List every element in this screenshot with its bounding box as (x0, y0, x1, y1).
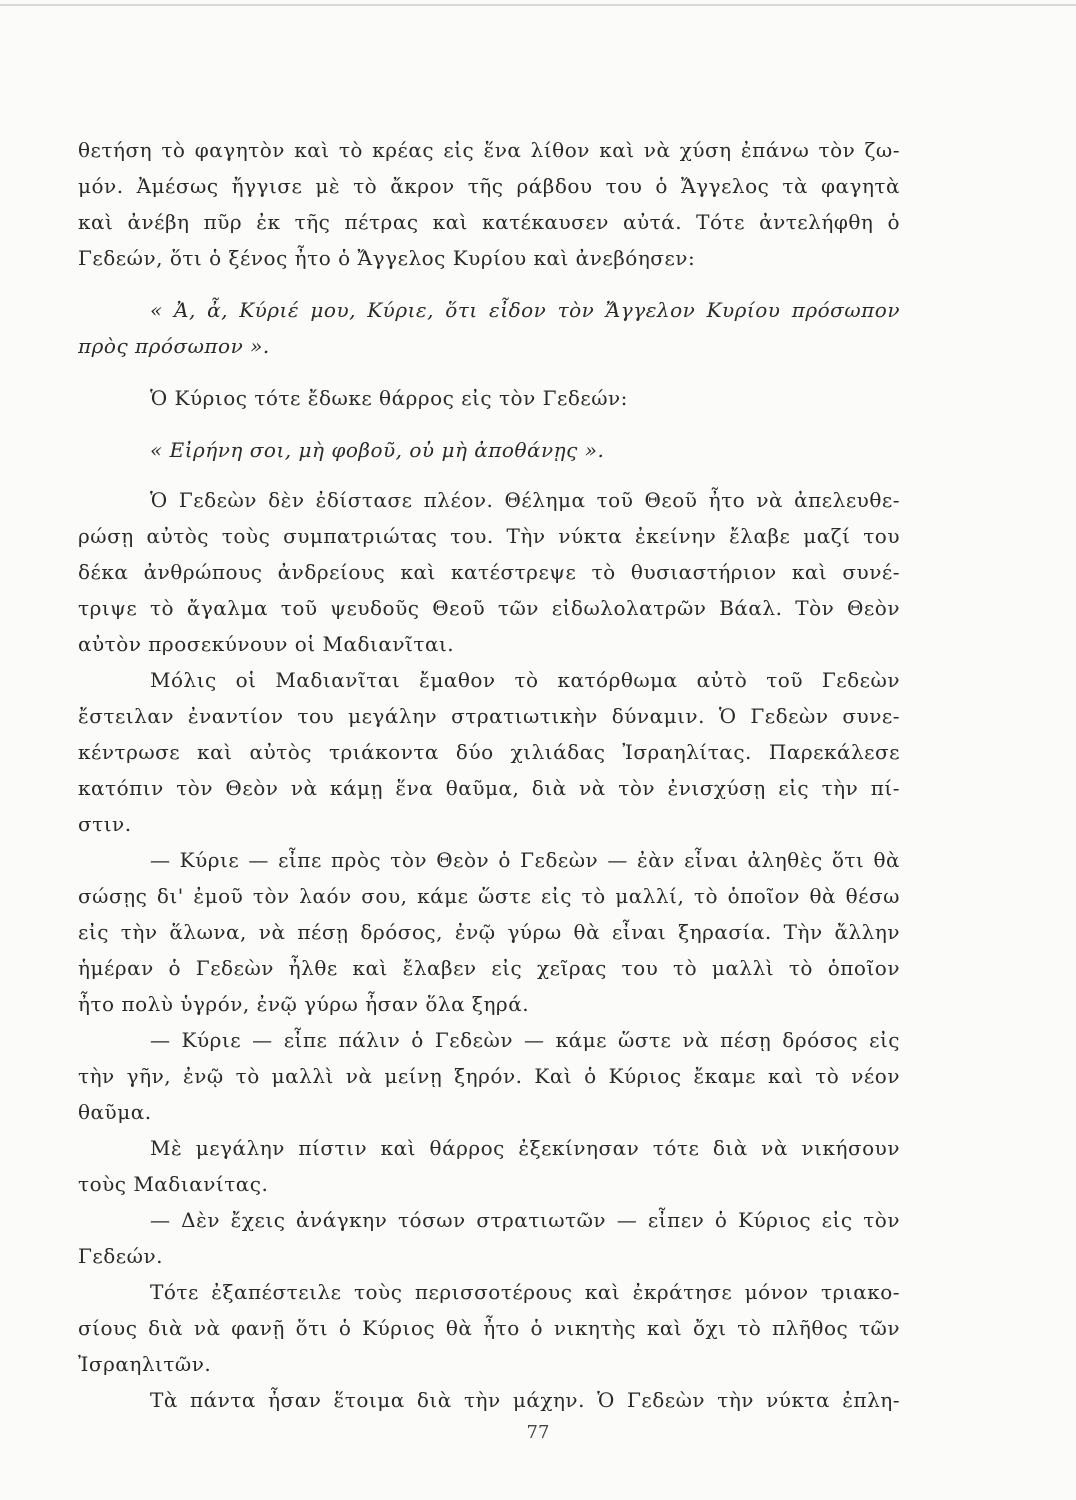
text-line: ἡμέραν ὁ Γεδεὼν ἦλθε καὶ ἔλαβεν εἰς χεῖρας του τὸ μαλλὶ τὸ ὁποῖον (78, 956, 900, 980)
text-line: στιν. (78, 812, 132, 836)
text-line: ἦτο πολὺ ὑγρόν, ἐνῷ γύρω ἦσαν ὅλα ξηρά. (78, 992, 530, 1016)
text-line: θετήση τὸ φαγητὸν καὶ τὸ κρέας εἰς ἕνα λίθον καὶ νὰ χύση ἐπάνω τὸν ζω- (78, 138, 900, 162)
text-line: Ἰσραηλιτῶν. (78, 1352, 212, 1376)
text-line: εἰς τὴν ἅλωνα, νὰ πέσῃ δρόσος, ἐνῷ γύρω θὰ εἶναι ξηρασία. Τὴν ἄλλην (78, 920, 900, 944)
text-line: — Κύριε — εἶπε πάλιν ὁ Γεδεὼν — κάμε ὥστε νὰ πέσῃ δρόσος εἰς (150, 1028, 900, 1052)
text-line: αὐτὸν προσεκύνουν οἱ Μαδιανῖται. (78, 632, 455, 656)
text-line: θαῦμα. (78, 1100, 152, 1124)
quote-line: πρὸς πρόσωπον ». (78, 334, 270, 358)
text-line: μόν. Ἀμέσως ἤγγισε μὲ τὸ ἄκρον τῆς ράβδου του ὁ Ἄγγελος τὰ φαγητὰ (78, 174, 900, 198)
text-line: Τὰ πάντα ἦσαν ἕτοιμα διὰ τὴν μάχην. Ὁ Γεδεὼν τὴν νύκτα ἐπλη- (150, 1388, 900, 1412)
text-line: Μὲ μεγάλην πίστιν καὶ θάρρος ἐξεκίνησαν τότε διὰ νὰ νικήσουν (150, 1136, 900, 1160)
text-line: — Δὲν ἔχεις ἀνάγκην τόσων στρατιωτῶν — εἶπεν ὁ Κύριος εἰς τὸν (150, 1208, 900, 1232)
text-line: καὶ ἀνέβη πῦρ ἐκ τῆς πέτρας καὶ κατέκαυσεν αὐτά. Τότε ἀντελήφθη ὁ (78, 210, 900, 234)
text-line: τὴν γῆν, ἐνῷ τὸ μαλλὶ νὰ μείνῃ ξηρόν. Καὶ ὁ Κύριος ἔκαμε καὶ τὸ νέον (78, 1064, 900, 1088)
text-line: Μόλις οἱ Μαδιανῖται ἔμαθον τὸ κατόρθωμα αὐτὸ τοῦ Γεδεὼν (150, 668, 900, 692)
text-line: σώσῃς δι' ἐμοῦ τὸν λαόν σου, κάμε ὥστε εἰς τὸ μαλλί, τὸ ὁποῖον θὰ θέσω (78, 884, 900, 908)
text-line: δέκα ἀνθρώπους ἀνδρείους καὶ κατέστρεψε τὸ θυσιαστήριον καὶ συνέ- (78, 560, 900, 584)
quote-line: « Ἀ, ἆ, Κύριέ μου, Κύριε, ὅτι εἶδον τὸν Ἄγγελον Κυρίου πρόσωπον (150, 298, 900, 322)
text-line: Τότε ἐξαπέστειλε τοὺς περισσοτέρους καὶ ἐκράτησε μόνον τριακο- (150, 1280, 900, 1304)
text-line: Γεδεών. (78, 1244, 163, 1268)
text-line: κέντρωσε καὶ αὐτὸς τριάκοντα δύο χιλιάδας Ἰσραηλίτας. Παρεκάλεσε (78, 740, 900, 764)
text-line: κατόπιν τὸν Θεὸν νὰ κάμῃ ἕνα θαῦμα, διὰ νὰ τὸν ἐνισχύσῃ εἰς τὴν πί- (78, 776, 900, 800)
page-number: 77 (526, 1422, 550, 1443)
text-line: σίους διὰ νὰ φανῇ ὅτι ὁ Κύριος θὰ ἦτο ὁ νικητὴς καὶ ὄχι τὸ πλῆθος τῶν (78, 1316, 900, 1340)
text-line: — Κύριε — εἶπε πρὸς τὸν Θεὸν ὁ Γεδεὼν — ἐὰν εἶναι ἀληθὲς ὅτι θὰ (150, 848, 900, 872)
text-line: Γεδεών, ὅτι ὁ ξένος ἦτο ὁ Ἄγγελος Κυρίου καὶ ἀνεβόησεν: (78, 246, 696, 270)
text-line: Ὁ Γεδεὼν δὲν ἐδίστασε πλέον. Θέλημα τοῦ Θεοῦ ἦτο νὰ ἀπελευθε- (150, 488, 900, 512)
text-line: τοὺς Μαδιανίτας. (78, 1172, 269, 1196)
text-line: Ὁ Κύριος τότε ἔδωκε θάρρος εἰς τὸν Γεδεών: (150, 386, 628, 410)
text-line: τριψε τὸ ἄγαλμα τοῦ ψευδοῦς Θεοῦ τῶν εἰδωλολατρῶν Βάαλ. Τὸν Θεὸν (78, 596, 900, 620)
text-line: ρώσῃ αὐτὸς τοὺς συμπατριώτας του. Τὴν νύκτα ἐκείνην ἔλαβε μαζί του (78, 524, 900, 548)
text-line: ἔστειλαν ἐναντίον του μεγάλην στρατιωτικὴν δύναμιν. Ὁ Γεδεὼν συνε- (78, 704, 900, 728)
quote-line: « Εἰρήνη σοι, μὴ φοβοῦ, οὐ μὴ ἀποθάνῃς ». (150, 438, 605, 462)
top-edge-rule (0, 4, 1076, 6)
